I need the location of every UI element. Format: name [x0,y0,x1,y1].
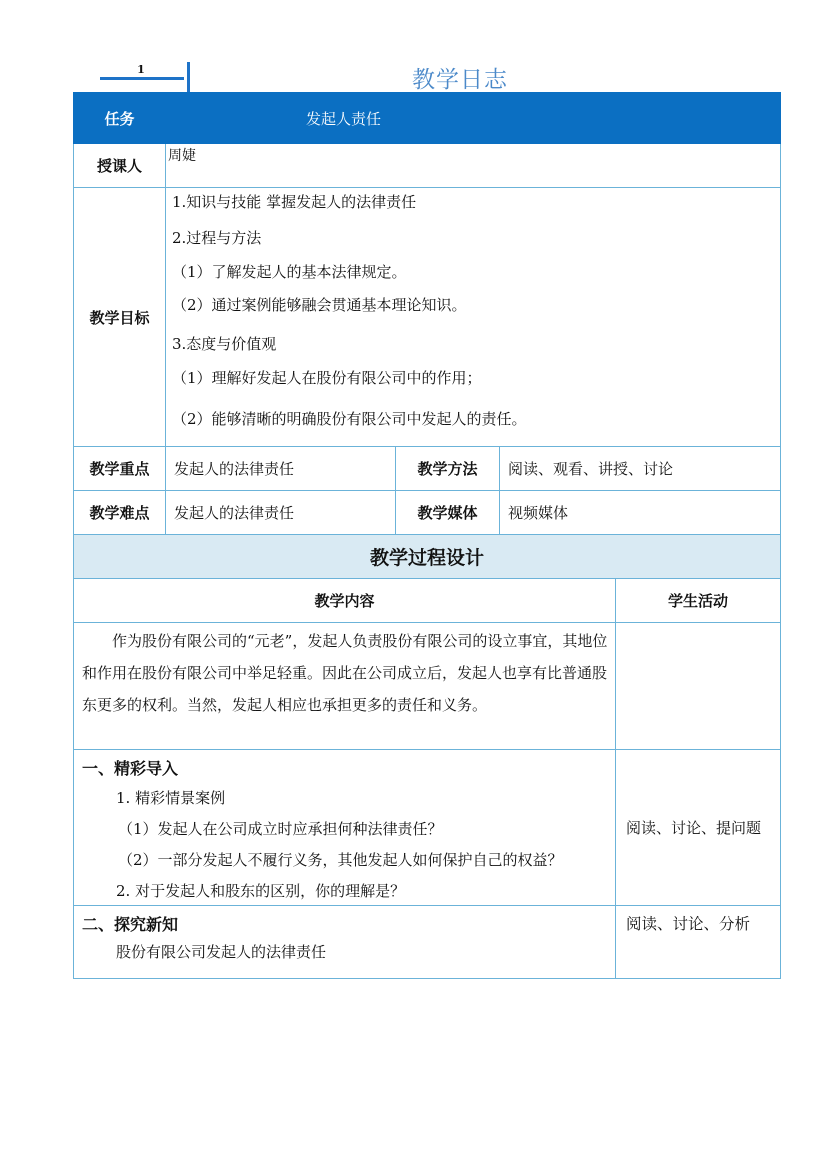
goals-label: 教学目标 [74,188,166,447]
header-divider [187,62,190,92]
difficulty-media-row [74,491,781,535]
section1-activity: 阅读、讨论、提问题 [616,750,781,906]
key-point-value: 发起人的法律责任 [166,447,396,491]
difficulty-label: 教学难点 [74,491,166,535]
section1-line: （2）一部分发起人不履行义务，其他发起人如何保护自己的权益？ [118,851,563,869]
section2-line: 股份有限公司发起人的法律责任 [116,943,327,961]
section1-content [74,750,616,906]
method-value: 阅读、观看、讲授、讨论 [500,447,781,491]
section2-heading: 二、探究新知 [82,915,179,934]
goal-line: 3.态度与价值观 [172,335,277,353]
goals-content [166,188,781,447]
process-column-headers [74,579,781,623]
teacher-row [74,144,781,188]
process-section-header [74,535,781,579]
activity-column-header: 学生活动 [616,579,781,623]
goal-line: （1）了解发起人的基本法律规定。 [172,263,407,281]
goals-row [74,188,781,447]
process-title: 教学过程设计 [74,535,781,579]
goal-line: （2）通过案例能够融会贯通基本理论知识。 [172,296,467,314]
section1-line: 2. 对于发起人和股东的区别，你的理解是？ [116,882,406,900]
content-column-header: 教学内容 [74,579,616,623]
document-title: 教学日志 [412,67,508,93]
key-point-label: 教学重点 [74,447,166,491]
media-label: 教学媒体 [396,491,500,535]
difficulty-value: 发起人的法律责任 [166,491,396,535]
section2-row [74,906,781,979]
goal-line: 1.知识与技能 掌握发起人的法律责任 [172,193,417,211]
method-label: 教学方法 [396,447,500,491]
section2-activity: 阅读、讨论、分析 [616,906,781,979]
goal-line: （1）理解好发起人在股份有限公司中的作用； [172,369,482,387]
intro-activity [616,623,781,750]
intro-paragraph: 作为股份有限公司的“元老”，发起人负责股份有限公司的设立事宜，其地位和作用在股份有限公司中举足轻重。因此在公司成立后，发起人也享有比普通股东更多的权利。当然，发起人相应也承担更多的责任和义务。 [74,623,616,750]
task-row [74,93,781,144]
header-rule [100,77,184,80]
task-label: 任务 [74,93,166,144]
key-method-row [74,447,781,491]
goal-line: （2）能够清晰的明确股份有限公司中发起人的责任。 [172,410,527,428]
teacher-label: 授课人 [74,144,166,188]
section1-row [74,750,781,906]
section2-content [74,906,616,979]
media-value: 视频媒体 [500,491,781,535]
lesson-log-table [73,92,781,979]
page-number: 1 [137,63,145,76]
section1-line: 1. 精彩情景案例 [116,789,226,807]
section1-line: （1）发起人在公司成立时应承担何种法律责任？ [118,820,443,838]
teacher-value: 周婕 [166,144,781,188]
task-title: 发起人责任 [166,93,781,144]
intro-row [74,623,781,750]
section1-heading: 一、精彩导入 [82,759,179,778]
goal-line: 2.过程与方法 [172,229,262,247]
